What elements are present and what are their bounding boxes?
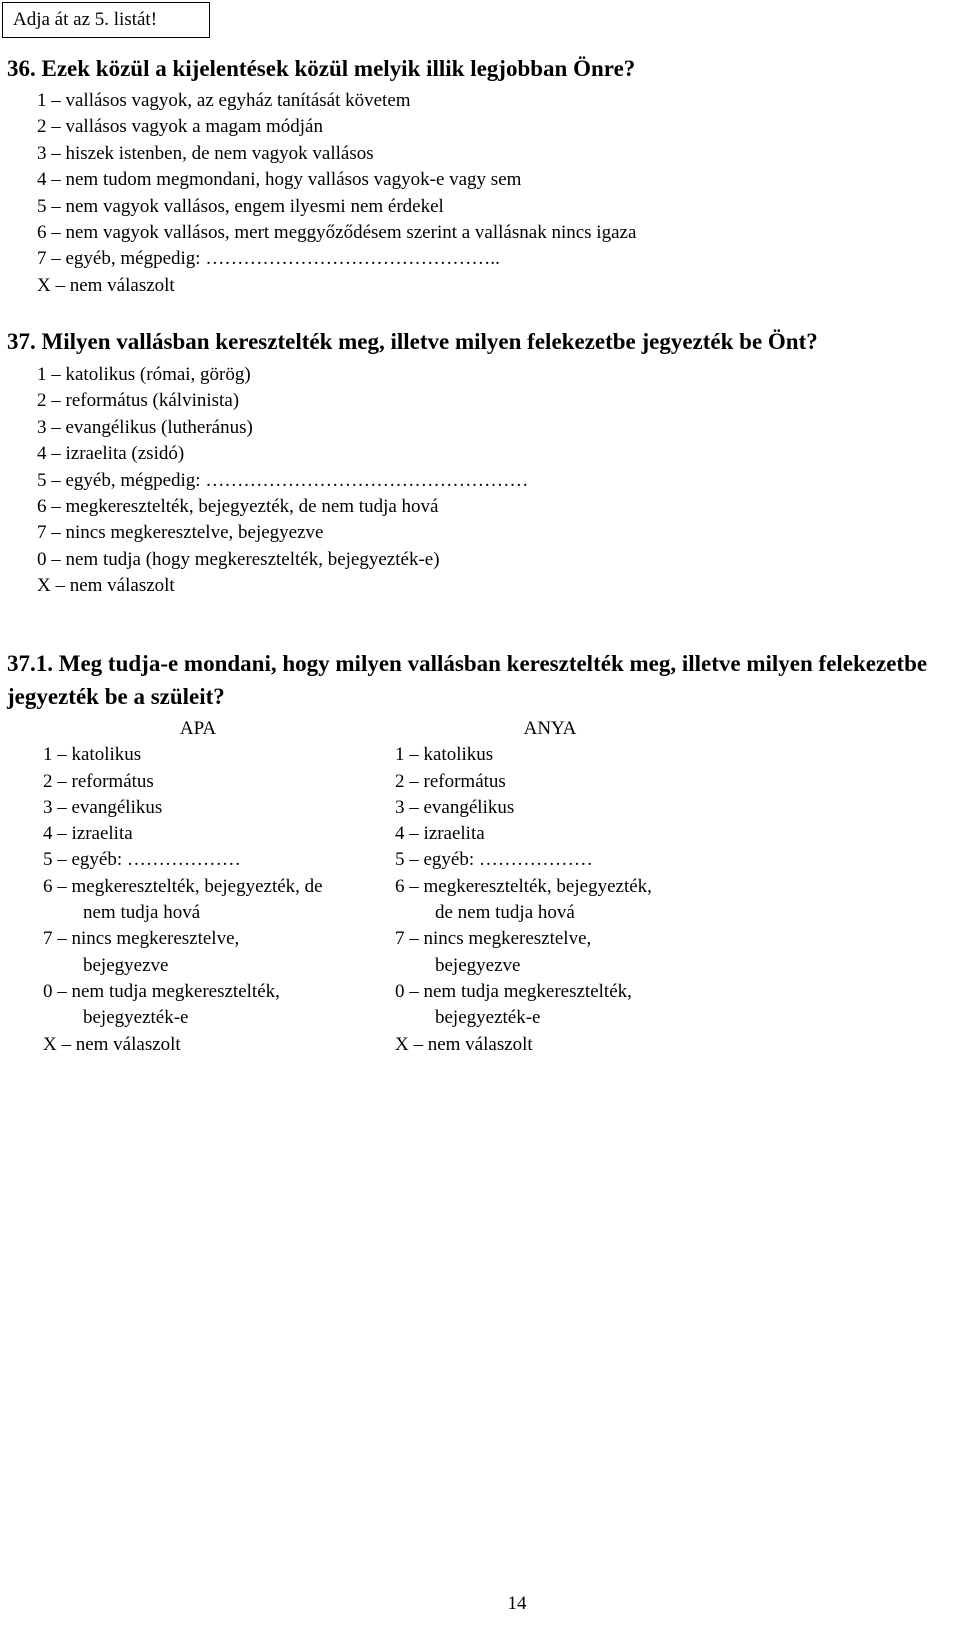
mother-option: 6 – megkeresztelték, bejegyezték, bbox=[395, 875, 652, 897]
mother-option-continued: de nem tudja hová bbox=[435, 902, 575, 924]
father-option-continued: bejegyezve bbox=[83, 954, 169, 976]
father-option: 2 – református bbox=[43, 770, 154, 792]
option-item: 3 – evangélikus (lutheránus) bbox=[37, 416, 253, 438]
option-item: 6 – megkeresztelték, bejegyezték, de nem tudja hová bbox=[37, 495, 439, 517]
father-option: 6 – megkeresztelték, bejegyezték, de bbox=[43, 875, 323, 897]
mother-option-continued: bejegyezték-e bbox=[435, 1007, 541, 1029]
option-item: X – nem válaszolt bbox=[37, 274, 175, 296]
mother-option: 3 – evangélikus bbox=[395, 796, 515, 818]
father-column bbox=[43, 716, 353, 1058]
option-item: 4 – izraelita (zsidó) bbox=[37, 443, 185, 465]
question-37-title: 37. Milyen vallásban keresztelték meg, illetve milyen felekezetbe jegyezték be Önt? bbox=[7, 329, 818, 354]
father-option: 4 – izraelita bbox=[43, 823, 133, 845]
father-heading: APA bbox=[179, 718, 217, 739]
mother-option: 4 – izraelita bbox=[395, 823, 485, 845]
option-item: 5 – egyéb, mégpedig: …………………………………………… bbox=[37, 469, 529, 491]
father-option: 0 – nem tudja megkeresztelték, bbox=[43, 980, 280, 1002]
instruction-box bbox=[2, 2, 210, 38]
mother-option: 0 – nem tudja megkeresztelték, bbox=[395, 980, 632, 1002]
father-option: 1 – katolikus bbox=[43, 744, 142, 766]
question-36-options bbox=[37, 88, 636, 299]
father-option: X – nem válaszolt bbox=[43, 1033, 181, 1055]
option-item: 1 – vallásos vagyok, az egyház tanítását követem bbox=[37, 90, 411, 111]
mother-option-continued: bejegyezve bbox=[435, 954, 521, 976]
page-number: 14 bbox=[507, 1593, 527, 1614]
option-item: 1 – katolikus (római, görög) bbox=[37, 364, 251, 385]
mother-heading: ANYA bbox=[523, 718, 577, 739]
mother-option: 7 – nincs megkeresztelve, bbox=[395, 928, 592, 950]
father-option: 5 – egyéb: ……………… bbox=[43, 849, 241, 871]
option-item: 0 – nem tudja (hogy megkeresztelték, bejegyezték-e) bbox=[37, 548, 440, 570]
option-item: 4 – nem tudom megmondani, hogy vallásos vagyok-e vagy sem bbox=[37, 169, 522, 191]
option-item: 2 – református (kálvinista) bbox=[37, 390, 240, 412]
option-item: 6 – nem vagyok vallásos, mert meggyőződésem szerint a vallásnak nincs igaza bbox=[37, 221, 637, 243]
option-item: 5 – nem vagyok vallásos, engem ilyesmi nem érdekel bbox=[37, 195, 444, 217]
question-36-title: 36. Ezek közül a kijelentések közül melyik illik legjobban Önre? bbox=[7, 56, 636, 81]
father-option: 7 – nincs megkeresztelve, bbox=[43, 928, 240, 950]
option-item: 7 – nincs megkeresztelve, bejegyezve bbox=[37, 522, 324, 544]
father-option-continued: bejegyezték-e bbox=[83, 1007, 189, 1029]
mother-option: 1 – katolikus bbox=[395, 744, 494, 766]
question-37-options bbox=[37, 362, 528, 600]
option-item: X – nem válaszolt bbox=[37, 575, 175, 597]
option-item: 3 – hiszek istenben, de nem vagyok vallásos bbox=[37, 142, 374, 164]
question-37-1-title: 37.1. Meg tudja-e mondani, hogy milyen vallásban keresztelték meg, illetve milyen felekezetbe jegyezték be a szüleit? bbox=[7, 651, 928, 709]
mother-option: 2 – református bbox=[395, 770, 506, 792]
option-item: 7 – egyéb, mégpedig: ……………………………………….. bbox=[37, 248, 500, 270]
instruction-text: Adja át az 5. listát! bbox=[13, 9, 158, 30]
father-option: 3 – evangélikus bbox=[43, 796, 163, 818]
mother-column bbox=[395, 716, 705, 1058]
mother-option: X – nem válaszolt bbox=[395, 1033, 533, 1055]
mother-option: 5 – egyéb: ……………… bbox=[395, 849, 593, 871]
option-item: 2 – vallásos vagyok a magam módján bbox=[37, 116, 323, 138]
father-option-continued: nem tudja hová bbox=[83, 902, 201, 924]
